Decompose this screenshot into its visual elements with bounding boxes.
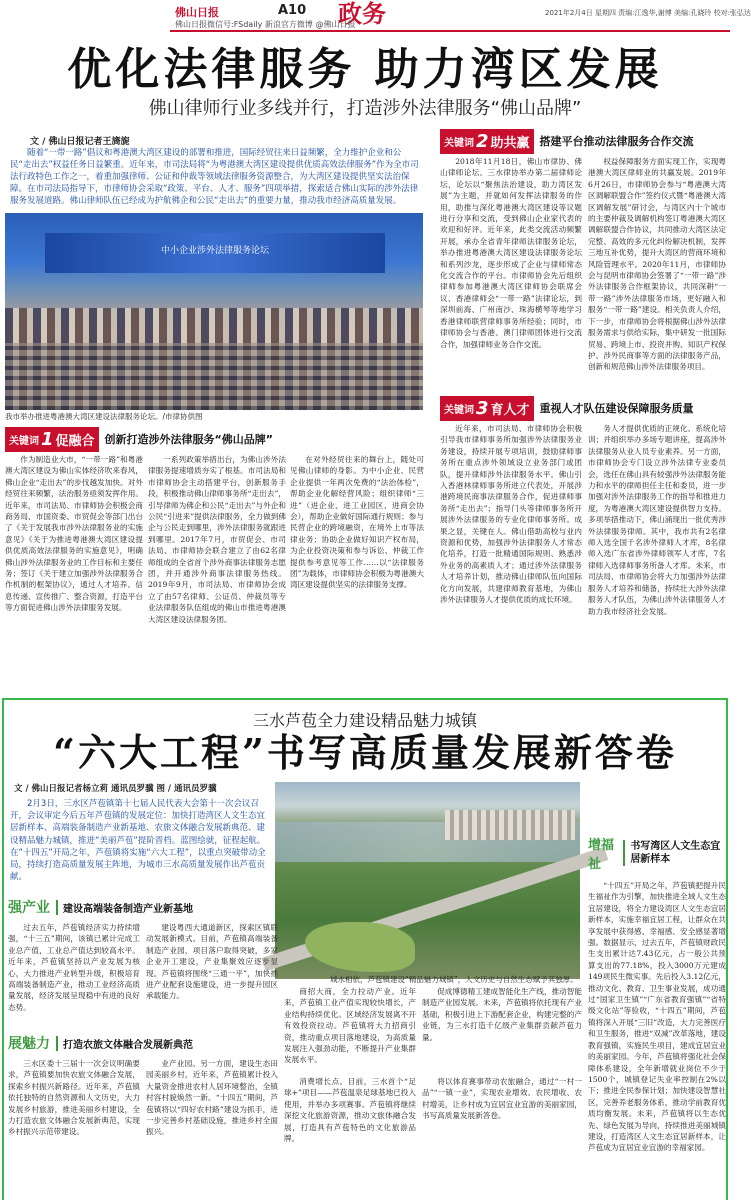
- story1-intro: 随着“一带一路”倡议和粤港澳大湾区建设的部署和推进，国际经贸往来日益频繁，全力维护企业和公民“走出去”权益任务日益繁重。近年来，市司法局将“为粤港澳大湾区建设提供优质高效法律服务”作为全市司法行政特色工作之一，着重加强律师、公证和仲裁等领域法律服务资源整合，为大湾区建设提供坚实法治保障。在市司法局指导下，市律师协会采取“政策、平台、人才、服务”四项举措，探索适合佛山实际的涉外法律服务发展道路。佛山律师队伍已经成为护航佛企和公民“走出去”的重要力量，推动我市经济高质量发展。: [10, 148, 419, 206]
- photo-field: [305, 922, 415, 972]
- keyword-2-title: 搭建平台推动法律服务合作交流: [539, 135, 694, 148]
- story1-column: 在对外经贸往来的舞台上，随处可见佛山律师的身影。为中小企业、民营企业提供一年两次免费的“法治体检”，帮助企业化解经营风险；组织律师“三进”（进企业、进工业园区、进商会协会），帮助企业做好国际通行规则；参与民营企业的跨境融资，在境外上市等法律业务；协助企业做好知识产权布局，为企业投资决策和参与诉讼、仲裁工作提供参考意见等工作……以“法律服务团”为载体，市律师协会积极为粤港澳大湾区建设提供坚实的法律服务支撑。: [290, 455, 424, 590]
- forum-photo-caption: 我市举办推进粤港澳大湾区建设法律服务论坛。/市律协供图: [5, 412, 203, 421]
- section-title-text: 打造农旅文体融合发展新典范: [56, 1036, 193, 1051]
- keyword-2-tag: 关键词 2 助共赢: [440, 129, 534, 154]
- story2-column: 过去五年，芦苞镇经济实力持续增强，“十三五”期间，该镇已累计完成工业总产值，工业总产值达到较高水平。近年来，芦苞镇坚持以产业发展为核心，大力推进产业转型升级，积极培育高端装备制造产业，推动工业经济高质量发展，经济发展呈现稳中有进的良好态势。: [8, 923, 140, 1012]
- page-number: A10: [278, 3, 307, 18]
- story2-column: 消费增长点。目前，三水首个“足球+”项目——芦苞温泉足球基地已投入使用，并举办多项赛事。芦苞镇将继续深挖文化旅游资源，推动文旅体融合发展，打造具有芦苞特色的文化旅游品牌。: [284, 1077, 416, 1144]
- section-tag: 强产业: [8, 900, 50, 916]
- masthead-rule: [170, 30, 730, 32]
- story1-column: 一系列政策举措出台，为佛山涉外法律服务提速增质夯实了根基。市司法局和市律师协会主动搭建平台，创新服务手段，积极推动佛山律师事务所“走出去”，引导律师为佛企和公民“走出去”与外企和公民“引进来”提供法律服务，全力做到佛企与公民走到哪里，涉外法律服务就跟进到哪里。2017年7月，市贸促会、市司法局、市律师协会联合建立了由62名律师组成的全省首个涉外商事法律服务志愿团，并开通涉外商事法律服务热线。2019年9月，市司法局、市律师协会成立了由57名律师、公证员、仲裁员等专业法律服务队伍组成的佛山市推进粤港澳大湾区建设法律服务团。: [148, 455, 286, 624]
- photo-banner-text: 中小企业涉外法律服务论坛: [160, 246, 269, 256]
- story2-intro: 2月3日，三水区芦苞镇第十七届人民代表大会第十一次会议召开，会议审定今后五年芦苞镇的发展定位：加快打造湾区人文生态宜居新样本、高端装备制造产业新基地、农旅文体融合发展新典范、建设精品魅力城镇，推进“美丽芦苞”提阶晋档。蓝图绘就，征程起航。在“十四五”开局之年，芦苞镇将实施“六大工程”，以重点突破带动全局，持续打造高质量发展主阵地，为城市三水高质量发展作出芦苞贡献。: [10, 799, 266, 883]
- keyword-1-tag: 关键词 1 促融合: [5, 427, 99, 452]
- keyword-3-tag: 关键词 3 育人才: [440, 396, 534, 421]
- story1-headline: 优化法律服务 助力湾区发展: [67, 44, 663, 95]
- sidebar-heading: [588, 833, 728, 873]
- story1-column: 2018年11月18日，佛山市律协、佛山律师论坛、三水律协举办第二届律师论坛，论坛以“聚焦法治建设，助力湾区发展”为主题，并就如何发挥法律服务的作用，助推与深化粤港澳大湾区建设等议题进行分享和交流，受到佛山企业家代表的欢迎和好评。近年来，此类交流活动频繁开展，承办全省青年律师法律服务论坛，举办推进粤港澳大湾区建设法律服务论坛和系列沙龙，逐步形成了企业与律师常态化交流合作的平台。市律师协会先后组织律师参加粤港澳大湾区律师协会联席会议、香港律师会“一带一路”法律论坛，到深圳前海、广州南沙、珠海横琴等地学习香港律师联营律师事务所经验；同时，市律师协会与香港、澳门律师团体进行交流合作，加强律师业务合作交流。: [440, 157, 582, 349]
- forum-photo: [5, 213, 423, 410]
- masthead-subtitle: 佛山日报微信号:FSdaily 新浪官方微博 @佛山日报: [175, 20, 356, 29]
- keyword-2-heading: [440, 130, 725, 152]
- section-heading-charm: [8, 1032, 268, 1054]
- paper-logo: 佛山日报: [175, 6, 219, 19]
- aerial-photo: [275, 782, 580, 979]
- issue-meta: 2021年2月4日 星期四 责编:江逸华,谢博 美编:孔晓玲 校对:张弘达: [545, 9, 751, 17]
- story2-column: 建设粤西大通道新区，探索区镇联动发展新模式。目前，芦苞镇高端装备制造产业园，项目落户取得突破，多家企业开工建设，产业集聚效应逐步显现。芦苞镇将围绕“三通一平”，加快推进产业配套设施建设，进一步提升园区承载能力。: [146, 923, 278, 1001]
- story1-column: 近年来，市司法局、市律师协会积极引导我市律师事务所加强涉外法律服务业务建设，持续开展专项培训，鼓励律师事务所在重点涉外领域设立业务部门或团队，提升律师涉外法律服务水平。佛山引入香港林律师事务所进立代表处，开展涉港跨境民商事法律服务合作，促进律师事务所“走出去”；指导门头等律师事务所开展涉外法律服务的专业化律师事务所。成果之显，关键在人。佛山借助高校与业内资源和优势，加强涉外法律服务人才常态化培养，打造一批精通国际规则、熟悉涉外业务的高素质人才；通过涉外法律服务人才培养计划，推动佛山律师队伍向国际化方向发展，共建律师教育基地，为佛山涉外法律服务人才提供优质的成长环境。: [440, 424, 582, 605]
- keyword-1-title: 创新打造涉外法律服务“佛山品牌”: [104, 433, 274, 446]
- story2-kicker: 三水芦苞全力建设精品魅力城镇: [252, 711, 477, 730]
- keyword-3-title: 重视人才队伍建设保障服务质量: [539, 402, 694, 415]
- photo-seating: [5, 343, 423, 410]
- story1-subheadline: 佛山律师行业多线并行，打造涉外法律服务“佛山品牌”: [148, 98, 582, 119]
- story1-column: 务人才提供优质的正规化、系统化培训；并组织举办多场专题讲座，提高涉外法律服务从业人员专业素养。另一方面，市律师协会专门设立涉外法律专业委员会，选任在佛山具有较强涉外法律服务能力和水平的律师担任主任和委员，进一步加强对涉外法律服务工作的指导和推进力度，为粤港澳大湾区建设提供智力支持。多项举措推动下，佛山涌现出一批优秀涉外法律服务律师。其中，我市共有2名律师入选全国千名涉外律师人才库，8名律师入选广东省涉外律师领军人才库，7名律师入选律师事务所备人才库。未来，市司法局、市律师协会将大力加强涉外法律服务人才培养和储备，持续壮大涉外法律服务人才队伍，为佛山涉外法律服务人才助力我市经济社会发展。: [588, 424, 726, 616]
- story2-column: 业产业园。另一方面，建设生态田园美丽乡村，近年来，芦苞镇累计投入大量资金推进农村人居环境整治，全镇村容村貌焕然一新。“十四五”期间，芦苞镇将以“四好农村路”建设为抓手，进一步完善乡村基础设施，推进乡村全面振兴。: [146, 1059, 278, 1137]
- story1-column: 作为制造业大市，“一带一路”和粤港澳大湾区建设为佛山实体经济吹来春风，佛山企业“走出去”的步伐越发加快。对外经贸往来频繁，法治服务亟须发挥作用。近年来，市司法局、市律师协会积极会商商务局、市国资委、市贸促会等部门出台了《关于发展我市涉外法律服务业的实施意见》《关于为推进粤港澳大湾区建设提供优质高效法律服务的实施意见》，明确佛山涉外法律服务业的工作目标和主要任务；签订《关于建立加强涉外法律服务合作机制的框架协议》，通过人才培养、信息传递、宣传推广、整合资源，打造平台等方面促进佛山涉外法律服务发展。: [5, 455, 143, 613]
- sidebar-tag: 增福祉: [588, 838, 615, 872]
- section-heading-industry: [8, 896, 268, 918]
- story2-column: 将以体育赛事带动农旅融合，通过“一村一品”“一镇一业”，实现农业增效、农民增收、农村增美，让乡村成为宜居宜业宜游的美丽家园，书写高质量发展新答卷。: [422, 1077, 582, 1121]
- sidebar-body: “十四五”开局之年，芦苞镇把提升民生福祉作为引擎，加快推进全域人文生态宜居建设，将全力建设湾区人文生态宜居新样本，实施幸福宜居工程，让群众在共享发展中获得感、幸福感、安全感显著增强。数据显示，过去五年，芦苞镇财政民生支出累计达7.43亿元，占一般公共预算支出的77.18%，投入3000万元建成149项民生微实事。先后投入3.12亿元，推动文化、教育、卫生事业发展，成功通过“国家卫生镇”“广东省教育强镇”“省特级文化站”等验收，“十四五”期间，芦苞镇将深入开展“三旧”改造，大力完善医疗和卫生服务，推进“双减”改革落地，建设教育强镇，实施民生项目，建成宜居宜业的美丽家园。今年，芦苞镇将强化社会保障体系建设，全年新增就业岗位不少于1500个，城镇登记失业率控制在2%以下；推进全民参保计划；加快建设智慧社区，完善养老服务体系，推动学前教育优质均衡发展。未来，芦苞镇将以生态优先、绿色发展为导向，持续推进美丽城镇建设，打造湾区人文生态宜居新样本，让芦苞成为宜居宜业宜游的幸福家园。: [588, 881, 726, 1153]
- section-tag: 展魅力: [8, 1036, 50, 1052]
- section-title-text: 建设高端装备制造产业新基地: [56, 900, 193, 915]
- keyword-1-heading: [5, 428, 425, 450]
- story2-column: 商招大商，全力拉动产业。近年来，芦苞镇工业产值实现较快增长，产业结构持续优化。区域经济发展离不开有效投资拉动。芦苞镇将大力招商引资，推动重点项目落地建设，为高质量发展注入强劲动能，不断提升产业集群发展水平。: [284, 987, 416, 1065]
- aerial-photo-caption: 城水相依，芦苞镇建设“精品魅力城镇”，人文历史与自然生态赋予其独厚。: [330, 975, 578, 984]
- story2-column: 促成博德精工建成智能化生产线，推动智能制造产业园发展。未来，芦苞镇将依托现有产业基础，积极引进上下游配套企业，构建完整的产业链，为三水打造千亿级产业集群贡献芦苞力量。: [422, 987, 582, 1042]
- keyword-3-heading: [440, 397, 725, 419]
- photo-town: [445, 810, 575, 840]
- story1-column: 权益保障服务方面实现工作，实现粤港澳大湾区律师业的共赢发展。2019年6月26日，市律师协会参与“粤港澳大湾区调解联盟合作”签约仪式暨“粤港澳大湾区调解发展”研讨会，与湾区内十个城市的主要仲裁及调解机构签订粤港澳大湾区调解联盟合作协议，共同推动大湾区法定完整、高效的多元化纠纷解决机制，发挥三地互补优势，提升大湾区的营商环境和风险管理水平。2020年11月，市律师协会与昆明市律师协会签署了“一带一路”涉外法律服务合作框架协议，共同深耕“一带一路”涉外法律服务市场，更好融入和服务“一带一路”建设。相关负责人介绍，下一步，市律师协会将根据佛山涉外法律服务需求与供给实际，集中研发一批国际贸易、跨境上市、投资并购、知识产权保护、涉外民商事等方面的法律服务产品，创新和规范佛山涉外法律服务项目。: [588, 157, 726, 372]
- sidebar-title: 书写湾区人文生态宜居新样本: [623, 840, 728, 866]
- story1-byline: 文 / 佛山日报记者王旖旎: [30, 137, 130, 147]
- story2-headline: “六大工程”书写高质量发展新答卷: [53, 730, 677, 775]
- section-title: 政务: [338, 0, 386, 28]
- story2-column: 三水区委十三届十一次会议明确要求，芦苞镇要加快农旅文体融合发展，探索乡村振兴新路径。近年来，芦苞镇依托独特的自然资源和人文历史，大力发展乡村旅游，推进美丽乡村建设，全力打造农旅文体融合发展新典范，实现乡村振兴示范带建设。: [8, 1059, 140, 1137]
- story2-byline: 文 / 佛山日报记者杨立莉 通讯员罗骥 图 / 通讯员罗骥: [14, 784, 217, 794]
